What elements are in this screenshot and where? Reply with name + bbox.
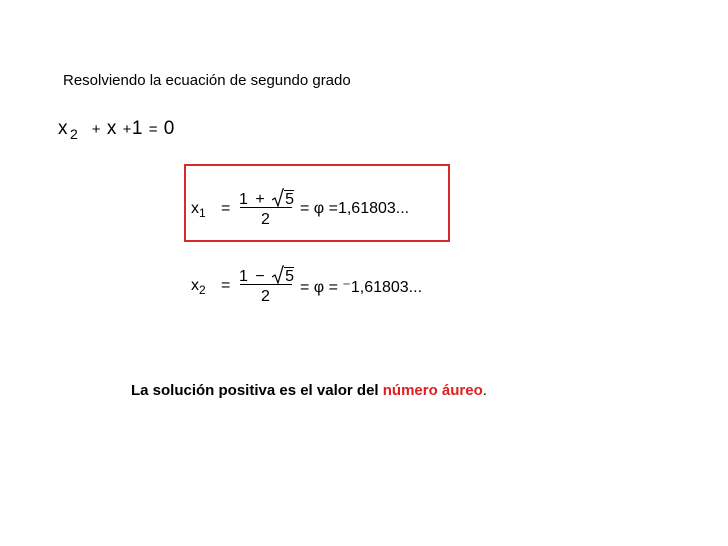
root1-lhs	[191, 200, 206, 218]
root2-lhs	[191, 277, 206, 295]
root1-sub: 1	[199, 206, 206, 220]
root1-numerator	[239, 184, 294, 209]
eq-zero: 0	[163, 118, 175, 139]
root1-result: = φ =1,61803...	[300, 200, 410, 217]
root2-num-op: −	[255, 268, 265, 285]
sqrt-icon	[272, 265, 284, 285]
eq-var-x: x	[58, 118, 68, 139]
conclusion-prefix: La solución positiva es el valor del	[131, 382, 383, 399]
root2-num-one: 1	[239, 268, 248, 285]
root2-radicand: 5	[285, 268, 295, 285]
root2-var: x	[191, 277, 199, 294]
root1-var: x	[191, 200, 199, 217]
eq-var-x-2: x	[106, 118, 117, 139]
root1-eq: =	[221, 200, 231, 217]
eq-plus-2: +	[122, 121, 132, 138]
conclusion-suffix: .	[482, 382, 487, 399]
sqrt-icon	[272, 188, 284, 208]
eq-exponent: 2	[70, 126, 79, 142]
intro-text: Resolviendo la ecuación de segundo grado	[63, 72, 351, 89]
root2-result: = φ = ⁻1,61803...	[300, 279, 423, 296]
root1-num-op: +	[255, 191, 265, 208]
root2-denominator: 2	[261, 288, 270, 305]
root2-numerator	[239, 261, 294, 286]
root2-eq: =	[221, 277, 231, 294]
root1-denominator: 2	[261, 211, 270, 228]
quadratic-equation	[58, 118, 175, 140]
root1-radicand: 5	[285, 191, 295, 208]
eq-one: 1	[131, 118, 143, 139]
root2-sub: 2	[199, 283, 206, 297]
eq-equals: =	[148, 121, 158, 138]
root1-num-one: 1	[239, 191, 248, 208]
golden-ratio-highlight: número áureo	[382, 382, 483, 399]
eq-plus-1: +	[91, 121, 102, 138]
conclusion-text	[131, 382, 487, 399]
root1-fraction-bar	[240, 207, 292, 208]
root2-fraction-bar	[240, 284, 292, 285]
